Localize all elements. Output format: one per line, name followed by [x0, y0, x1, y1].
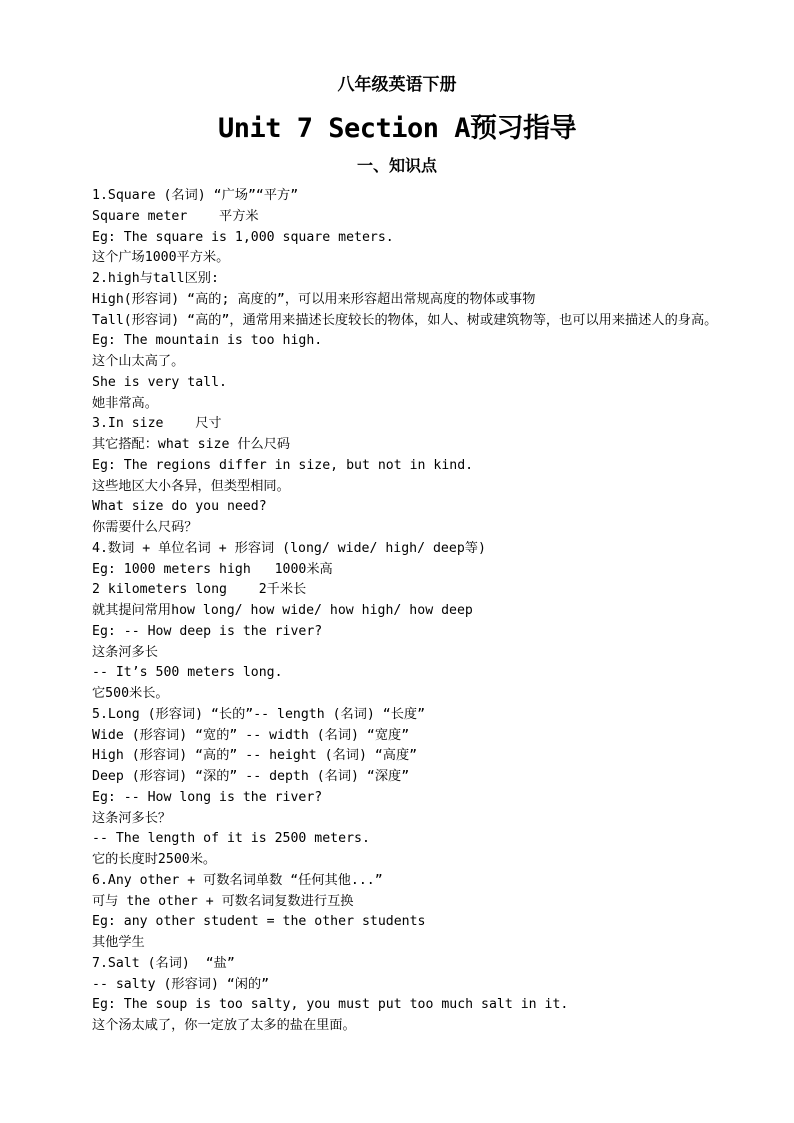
page-title: Unit 7 Section A预习指导: [217, 113, 577, 144]
text-line: Eg: The soup is too salty, you must put too much salt in it.: [92, 997, 569, 1013]
text-line: 6.Any other + 可数名词单数 “任何其他...”: [92, 872, 383, 888]
section-heading: 一、知识点: [356, 156, 437, 175]
text-line: 这个汤太咸了，你一定放了太多的盐在里面。: [92, 1018, 356, 1033]
text-line: What size do you need?: [92, 499, 267, 515]
text-line: She is very tall.: [92, 374, 227, 390]
text-line: -- It’s 500 meters long.: [92, 665, 283, 681]
text-line: Tall(形容词) “高的”，通常用来描述长度较长的物体，如人、树或建筑物等，也可以用来描述人的身高。: [92, 312, 718, 328]
text-line: 其他学生: [92, 935, 145, 950]
text-line: Eg: The square is 1,000 square meters.: [92, 229, 394, 245]
text-line: 你需要什么尺码？: [92, 520, 198, 535]
text-line: 它500米长。: [92, 686, 169, 701]
text-line: Eg: -- How deep is the river?: [92, 623, 323, 639]
text-line: Eg: The regions differ in size, but not in kind.: [92, 457, 474, 473]
text-line: 它的长度时2500米。: [92, 852, 217, 867]
knowledge-points: [58, 186, 748, 1037]
text-line: 就其提问常用how long/ how wide/ how high/ how deep: [92, 603, 473, 618]
text-line: 这条河多长: [92, 644, 158, 660]
text-line: 4.数词 + 单位名词 + 形容词 (long/ wide/ high/ deep等): [92, 540, 486, 556]
text-line: 2 kilometers long 2千米长: [92, 582, 307, 598]
text-line: Wide (形容词) “宽的” -- width (名词) “宽度”: [92, 727, 410, 743]
text-line: 5.Long (形容词) “长的”-- length (名词) “长度”: [92, 706, 426, 722]
text-line: 7.Salt (名词) “盐”: [92, 955, 235, 971]
text-line: Eg: The mountain is too high.: [92, 333, 323, 349]
text-line: 3.In size 尺寸: [92, 416, 222, 432]
text-line: 其它搭配：what size 什么尺码: [92, 437, 291, 452]
text-line: Eg: 1000 meters high 1000米高: [92, 561, 333, 577]
text-line: Deep (形容词) “深的” -- depth (名词) “深度”: [92, 769, 410, 784]
text-line: Eg: any other student = the other students: [92, 914, 426, 930]
text-line: High(形容词) “高的; 高度的”，可以用来形容超出常规高度的物体或事物: [92, 291, 536, 307]
text-line: 这个广场1000平方米。: [92, 250, 230, 266]
text-line: Eg: -- How long is the river?: [92, 789, 323, 805]
text-line: 2.high与tall区别:: [92, 271, 219, 286]
text-line: 可与 the other + 可数名词复数进行互换: [92, 893, 354, 909]
text-line: 她非常高。: [92, 395, 158, 411]
text-line: 这条河多长？: [92, 810, 172, 826]
text-line: 1.Square (名词) “广场”“平方”: [92, 188, 299, 203]
text-line: 这个山太高了。: [92, 354, 185, 369]
text-line: -- The length of it is 2500 meters.: [92, 831, 370, 847]
grade-heading: 八年级英语下册: [337, 75, 457, 95]
text-line: 这些地区大小各异，但类型相同。: [92, 478, 290, 494]
text-line: High (形容词) “高的” -- height (名词) “高度”: [92, 748, 418, 764]
text-line: -- salty (形容词) “闲的”: [92, 976, 270, 992]
text-line: Square meter 平方米: [92, 208, 259, 224]
